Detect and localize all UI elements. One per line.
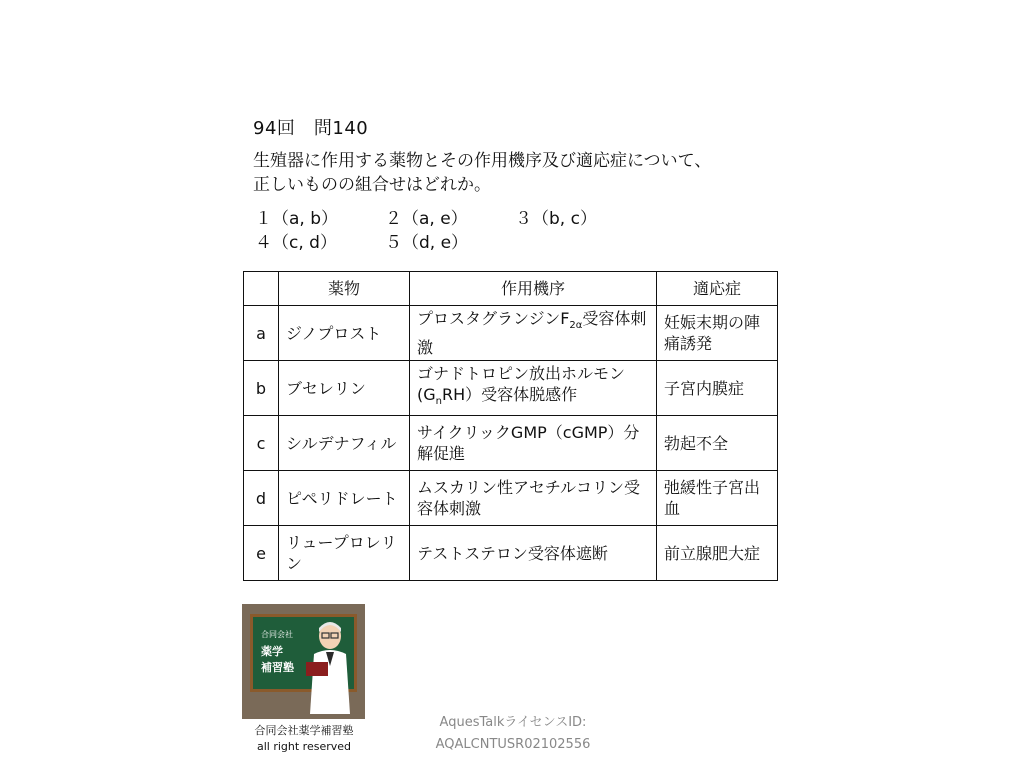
header-blank [244, 272, 279, 306]
mechanism: プロスタグランジン$F_{2\alpha}$受容体刺激 [410, 306, 657, 361]
table-row [244, 526, 778, 581]
choice-5: ５（d, e） [385, 233, 469, 253]
table-row [244, 416, 778, 471]
license-line-1: AquesTalkライセンスID: [439, 715, 587, 730]
drug-name: ブセレリン [279, 361, 410, 416]
table-row [244, 471, 778, 526]
indication: 妊娠末期の陣痛誘発 [657, 306, 778, 361]
board-name-2: 補習塾 [261, 661, 294, 674]
license-text [408, 712, 618, 756]
logo-caption [240, 723, 368, 755]
question-line-1: 生殖器に作用する薬物とその作用機序及び適応症について、 [253, 151, 712, 171]
choice-2: ２（a, e） [385, 209, 468, 229]
question-line-2: 正しいものの組合せはどれか。 [253, 175, 491, 195]
row-letter: c [244, 416, 279, 471]
copyright: all right reserved [256, 740, 352, 753]
header-drug: 薬物 [279, 272, 410, 306]
row-letter: d [244, 471, 279, 526]
row-letter: e [244, 526, 279, 581]
drug-name: ジノプロスト [279, 306, 410, 361]
question-text [253, 149, 813, 197]
license-line-2: AQALCNTUSR02102556 [435, 737, 591, 752]
board-name-1: 薬学 [261, 645, 283, 658]
row-letter: b [244, 361, 279, 416]
choice-3: ３（b, c） [515, 209, 597, 229]
answer-choices [255, 207, 597, 255]
table-row [244, 361, 778, 416]
drug-name: シルデナフィル [279, 416, 410, 471]
choice-1: １（a, b） [255, 209, 339, 229]
mechanism: テストステロン受容体遮断 [410, 526, 657, 581]
indication: 勃起不全 [657, 416, 778, 471]
choice-4: ４（c, d） [255, 233, 337, 253]
drug-table [243, 271, 778, 581]
table-row [244, 306, 778, 361]
mechanism: ゴナドトロピン放出ホルモン$(G_nRH)$受容体脱感作 [410, 361, 657, 416]
teacher-illustration-icon [302, 614, 362, 714]
header-mechanism: 作用機序 [410, 272, 657, 306]
drug-name: リュープロレリン [279, 526, 410, 581]
indication: 弛緩性子宮出血 [657, 471, 778, 526]
school-logo [242, 604, 365, 719]
indication: 子宮内膜症 [657, 361, 778, 416]
row-letter: a [244, 306, 279, 361]
company-name: 合同会社薬学補習塾 [254, 724, 354, 737]
mechanism: ムスカリン性アセチルコリン受容体刺激 [410, 471, 657, 526]
board-company: 合同会社 [261, 630, 293, 639]
drug-name: ピペリドレート [279, 471, 410, 526]
header-indication: 適応症 [657, 272, 778, 306]
question-title: 94回 問140 [253, 118, 369, 139]
mechanism: サイクリックGMP（cGMP）分解促進 [410, 416, 657, 471]
indication: 前立腺肥大症 [657, 526, 778, 581]
